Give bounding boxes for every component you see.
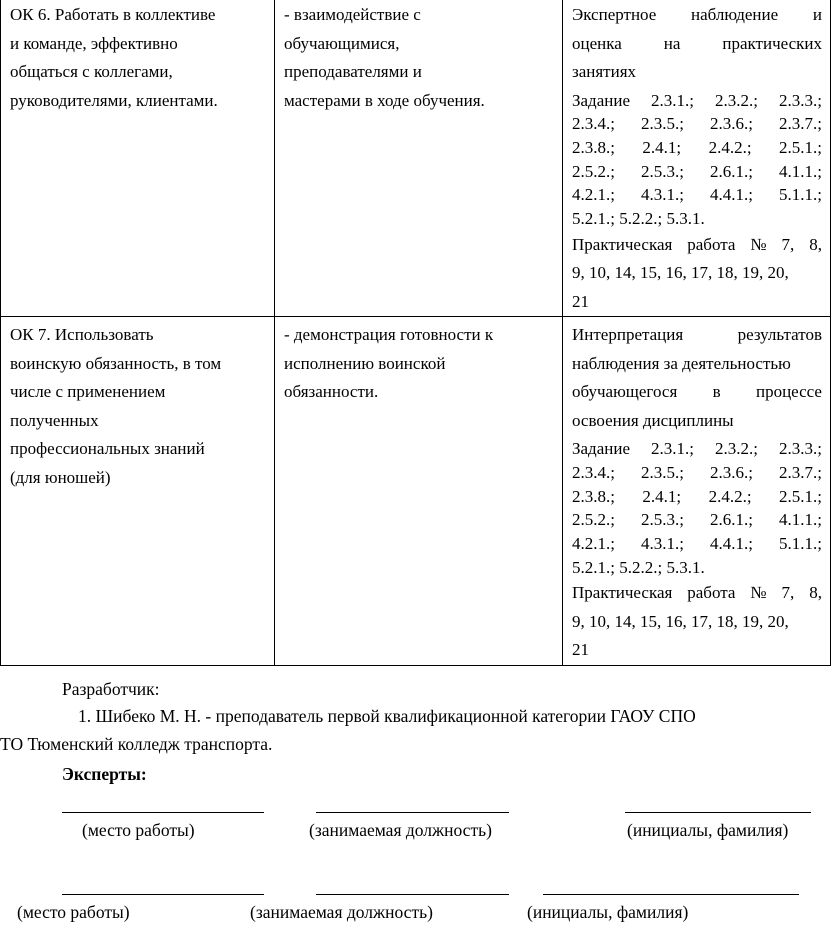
method-word: Интерпретация: [572, 325, 684, 345]
task-item: 2.4.2.;: [708, 137, 752, 157]
practical-line: [572, 259, 822, 288]
method-line: [572, 30, 822, 59]
practical-word: 21: [572, 640, 589, 660]
practical-word: Практическая: [572, 583, 673, 603]
competence-line: полученных: [10, 410, 99, 430]
competence-line: руководителями, клиентами.: [10, 90, 218, 110]
task-item: 5.2.1.; 5.2.2.; 5.3.1.: [572, 557, 705, 577]
practical-word: №: [750, 234, 767, 254]
task-item: 2.3.6.;: [710, 462, 753, 482]
practical-line: [572, 231, 822, 260]
task-item: 2.3.8.;: [572, 486, 615, 506]
practical-word: 7,: [781, 583, 795, 603]
task-item: 4.3.1.;: [641, 534, 684, 554]
competence-cell: [1, 317, 275, 666]
table-row: [1, 0, 831, 317]
caption-name-2: (инициалы, фамилия): [527, 902, 689, 922]
result-line: мастерами в ходе обучения.: [284, 90, 485, 110]
task-item: 4.1.1.;: [779, 510, 822, 530]
task-line: [572, 89, 822, 113]
competence-line: и команде, эффективно: [10, 33, 178, 53]
task-item: 4.3.1.;: [641, 185, 684, 205]
signature-line-name-1: [625, 812, 811, 813]
method-line: [572, 321, 822, 350]
signature-line-workplace-2: [62, 894, 264, 895]
task-list: [572, 437, 822, 579]
method-word: результатов: [737, 325, 822, 345]
task-item: 4.4.1.;: [710, 534, 753, 554]
task-item: 2.5.3.;: [641, 161, 684, 181]
method-word: и: [812, 5, 822, 24]
practical-line: [572, 579, 822, 608]
task-item: 2.4.1;: [642, 486, 682, 506]
task-line: [572, 183, 822, 207]
task-item: 2.3.6.;: [710, 114, 753, 134]
method-cell: [563, 0, 831, 317]
developer-line-1: 1. Шибеко М. Н. - преподаватель первой квалификационной категории ГАОУ СПО: [78, 706, 696, 726]
practical-line: [572, 608, 822, 637]
task-line: [572, 160, 822, 184]
task-line: [572, 485, 822, 509]
method-word: обучающегося: [572, 382, 678, 402]
task-line: [572, 112, 822, 136]
task-item: Задание: [572, 439, 630, 459]
practical-word: 8,: [809, 234, 822, 254]
practical-word: 8,: [809, 583, 822, 603]
developer-label: Разработчик:: [62, 679, 160, 699]
task-line: [572, 461, 822, 485]
competence-line: ОК 6. Работать в коллективе: [10, 5, 216, 24]
practical-word: 21: [572, 291, 589, 311]
method-word: наблюдение: [691, 5, 779, 24]
task-item: 2.6.1.;: [710, 510, 753, 530]
method-word: наблюдения за деятельностью: [572, 353, 791, 373]
task-line: [572, 437, 822, 461]
competence-line: воинскую обязанность, в том: [10, 353, 222, 373]
task-item: 2.5.3.;: [641, 510, 684, 530]
signature-line-position-2: [316, 894, 509, 895]
competence-line: числе с применением: [10, 382, 166, 402]
practical-line: [572, 636, 822, 665]
task-line: [572, 532, 822, 556]
signature-line-workplace-1: [62, 812, 264, 813]
task-line: [572, 207, 822, 231]
task-item: 2.5.1.;: [779, 486, 822, 506]
result-line: обязанности.: [284, 382, 379, 402]
method-word: на: [663, 33, 681, 53]
result-cell: [275, 0, 563, 317]
practical-word: 9, 10, 14, 15, 16, 17, 18, 19, 20,: [572, 263, 789, 283]
task-item: 4.4.1.;: [710, 185, 753, 205]
result-line: обучающимися,: [284, 33, 400, 53]
signature-line-position-1: [316, 812, 509, 813]
task-item: 4.2.1.;: [572, 185, 615, 205]
practical-word: работа: [687, 583, 736, 603]
result-line: - демонстрация готовности к: [284, 325, 494, 345]
task-item: 2.3.1.;: [651, 90, 694, 110]
table-row: [1, 317, 831, 666]
task-item: 2.3.2.;: [715, 439, 758, 459]
competence-line: (для юношей): [10, 467, 111, 487]
task-item: 2.5.2.;: [572, 510, 615, 530]
result-line: - взаимодействие с: [284, 5, 421, 24]
task-item: 2.3.7.;: [779, 462, 822, 482]
method-word: практических: [722, 33, 822, 53]
result-line: исполнению воинской: [284, 353, 446, 373]
practical-line: [572, 288, 822, 317]
task-item: 4.1.1.;: [779, 161, 822, 181]
method-word: Экспертное: [572, 5, 657, 24]
method-word: освоения дисциплины: [572, 410, 734, 430]
developer-line-2: ТО Тюменский колледж транспорта.: [0, 734, 273, 754]
task-item: 5.1.1.;: [779, 185, 822, 205]
task-item: 2.3.3.;: [779, 90, 822, 110]
caption-name-1: (инициалы, фамилия): [627, 820, 789, 840]
method-line: [572, 378, 822, 407]
task-item: 2.4.1;: [642, 137, 682, 157]
experts-label: Эксперты:: [62, 764, 147, 784]
method-line: [572, 1, 822, 30]
signature-line-name-2: [543, 894, 799, 895]
competence-cell: [1, 0, 275, 317]
caption-position-1: (занимаемая должность): [309, 820, 492, 840]
method-line: [572, 58, 822, 87]
task-item: 2.3.5.;: [641, 114, 684, 134]
competence-line: профессиональных знаний: [10, 439, 205, 459]
method-word: оценка: [572, 33, 622, 53]
task-item: 2.3.1.;: [651, 439, 694, 459]
method-word: процессе: [755, 382, 822, 402]
caption-workplace-2: (место работы): [17, 902, 130, 922]
practical-word: работа: [687, 234, 736, 254]
task-item: 2.3.2.;: [715, 90, 758, 110]
task-item: 2.3.7.;: [779, 114, 822, 134]
method-word: занятиях: [572, 62, 637, 81]
task-line: [572, 136, 822, 160]
task-item: 4.2.1.;: [572, 534, 615, 554]
task-item: 2.3.8.;: [572, 137, 615, 157]
task-item: 2.4.2.;: [708, 486, 752, 506]
task-item: 2.3.5.;: [641, 462, 684, 482]
task-item: 2.5.1.;: [779, 137, 822, 157]
task-item: Задание: [572, 90, 630, 110]
task-item: 2.3.4.;: [572, 462, 615, 482]
method-line: [572, 350, 822, 379]
task-item: 2.3.4.;: [572, 114, 615, 134]
result-cell: [275, 317, 563, 666]
result-line: преподавателями и: [284, 62, 422, 81]
practical-word: 7,: [781, 234, 795, 254]
method-line: [572, 407, 822, 436]
practical-word: 9, 10, 14, 15, 16, 17, 18, 19, 20,: [572, 611, 789, 631]
method-word: в: [712, 382, 721, 402]
task-list: [572, 89, 822, 231]
task-item: 5.1.1.;: [779, 534, 822, 554]
caption-position-2: (занимаемая должность): [250, 902, 433, 922]
practical-word: №: [750, 583, 767, 603]
task-line: [572, 556, 822, 580]
competence-line: ОК 7. Использовать: [10, 325, 154, 345]
task-line: [572, 508, 822, 532]
practical-word: Практическая: [572, 234, 673, 254]
task-item: 2.6.1.;: [710, 161, 753, 181]
caption-workplace-1: (место работы): [82, 820, 195, 840]
method-cell: [563, 317, 831, 666]
task-item: 2.3.3.;: [779, 439, 822, 459]
competence-line: общаться с коллегами,: [10, 62, 173, 81]
task-item: 5.2.1.; 5.2.2.; 5.3.1.: [572, 209, 705, 229]
task-item: 2.5.2.;: [572, 161, 615, 181]
